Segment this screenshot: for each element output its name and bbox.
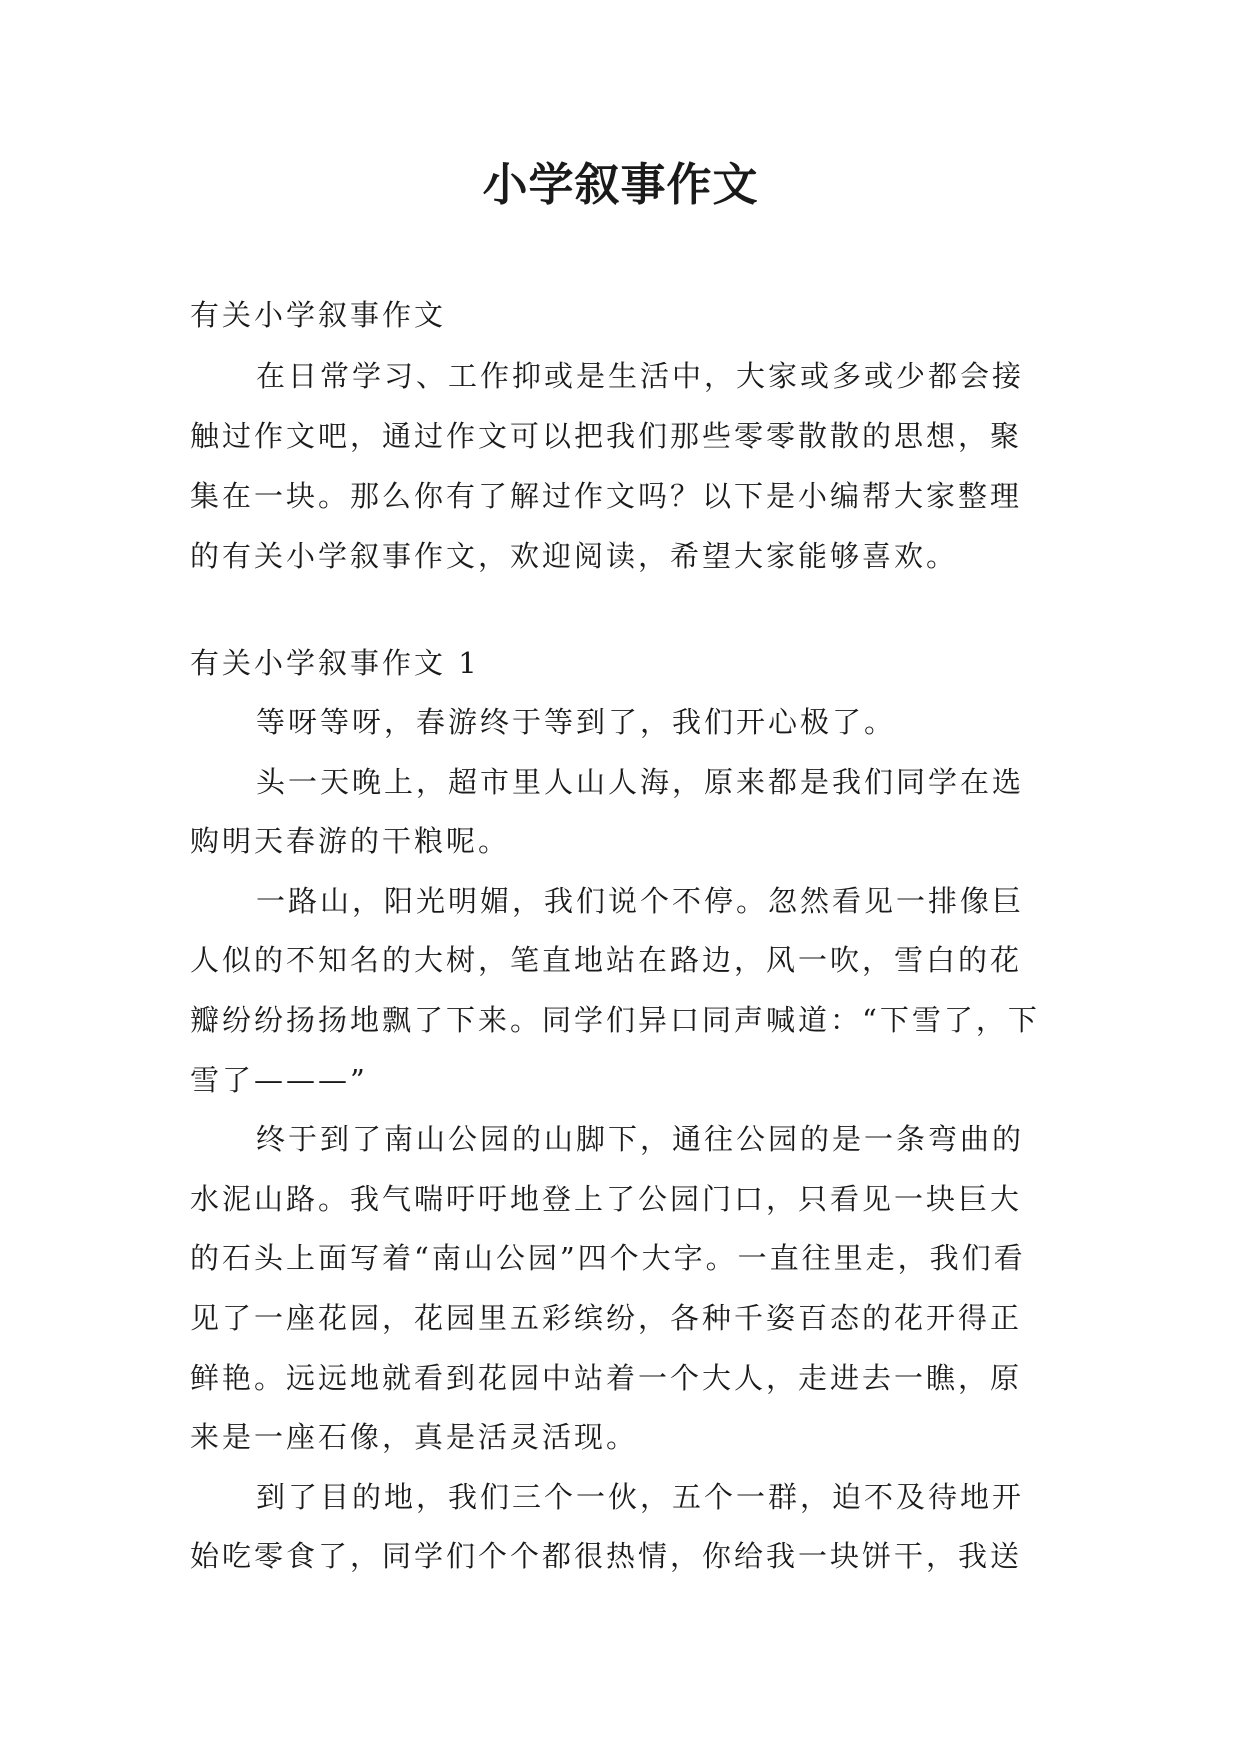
essay-paragraph: 等呀等呀，春游终于等到了，我们开心极了。 xyxy=(256,705,897,739)
essay-paragraph: 头一天晚上，超市里人山人海，原来都是我们同学在选购明天春游的干粮呢。 xyxy=(190,764,1025,859)
essay-paragraph: 一路山，阳光明媚，我们说个不停。忽然看见一排像巨人似的不知名的大树，笔直地站在路边，风一吹，雪白的花瓣纷纷扬扬地飘了下来。同学们异口同声喊道：“下雪了，下雪了———” xyxy=(190,883,1040,1097)
intro-heading: 有关小学叙事作文 xyxy=(190,298,447,332)
essay-paragraph: 到了目的地，我们三个一伙，五个一群，迫不及待地开始吃零食了，同学们个个都很热情，你给我一块饼干，我送 xyxy=(190,1479,1025,1574)
essay-heading: 有关小学叙事作文 1 xyxy=(190,646,480,680)
essay-paragraph: 终于到了南山公园的山脚下，通往公园的是一条弯曲的水泥山路。我气喘吁吁地登上了公园门口，只看见一块巨大的石头上面写着“南山公园”四个大字。一直往里走，我们看见了一座花园，花园里五彩缤纷，各种千姿百态的花开得正鲜艳。远远地就看到花园中站着一个大人，走进去一瞧，原来是一座石像，真是活灵活现。 xyxy=(190,1122,1026,1455)
essay-body xyxy=(190,693,1050,1587)
intro-paragraph: 在日常学习、工作抑或是生活中，大家或多或少都会接触过作文吧，通过作文可以把我们那些零零散散的思想，聚集在一块。那么你有了解过作文吗？以下是小编帮大家整理的有关小学叙事作文，欢迎阅读，希望大家能够喜欢。 xyxy=(190,359,1025,573)
document-title: 小学叙事作文 xyxy=(482,158,759,211)
